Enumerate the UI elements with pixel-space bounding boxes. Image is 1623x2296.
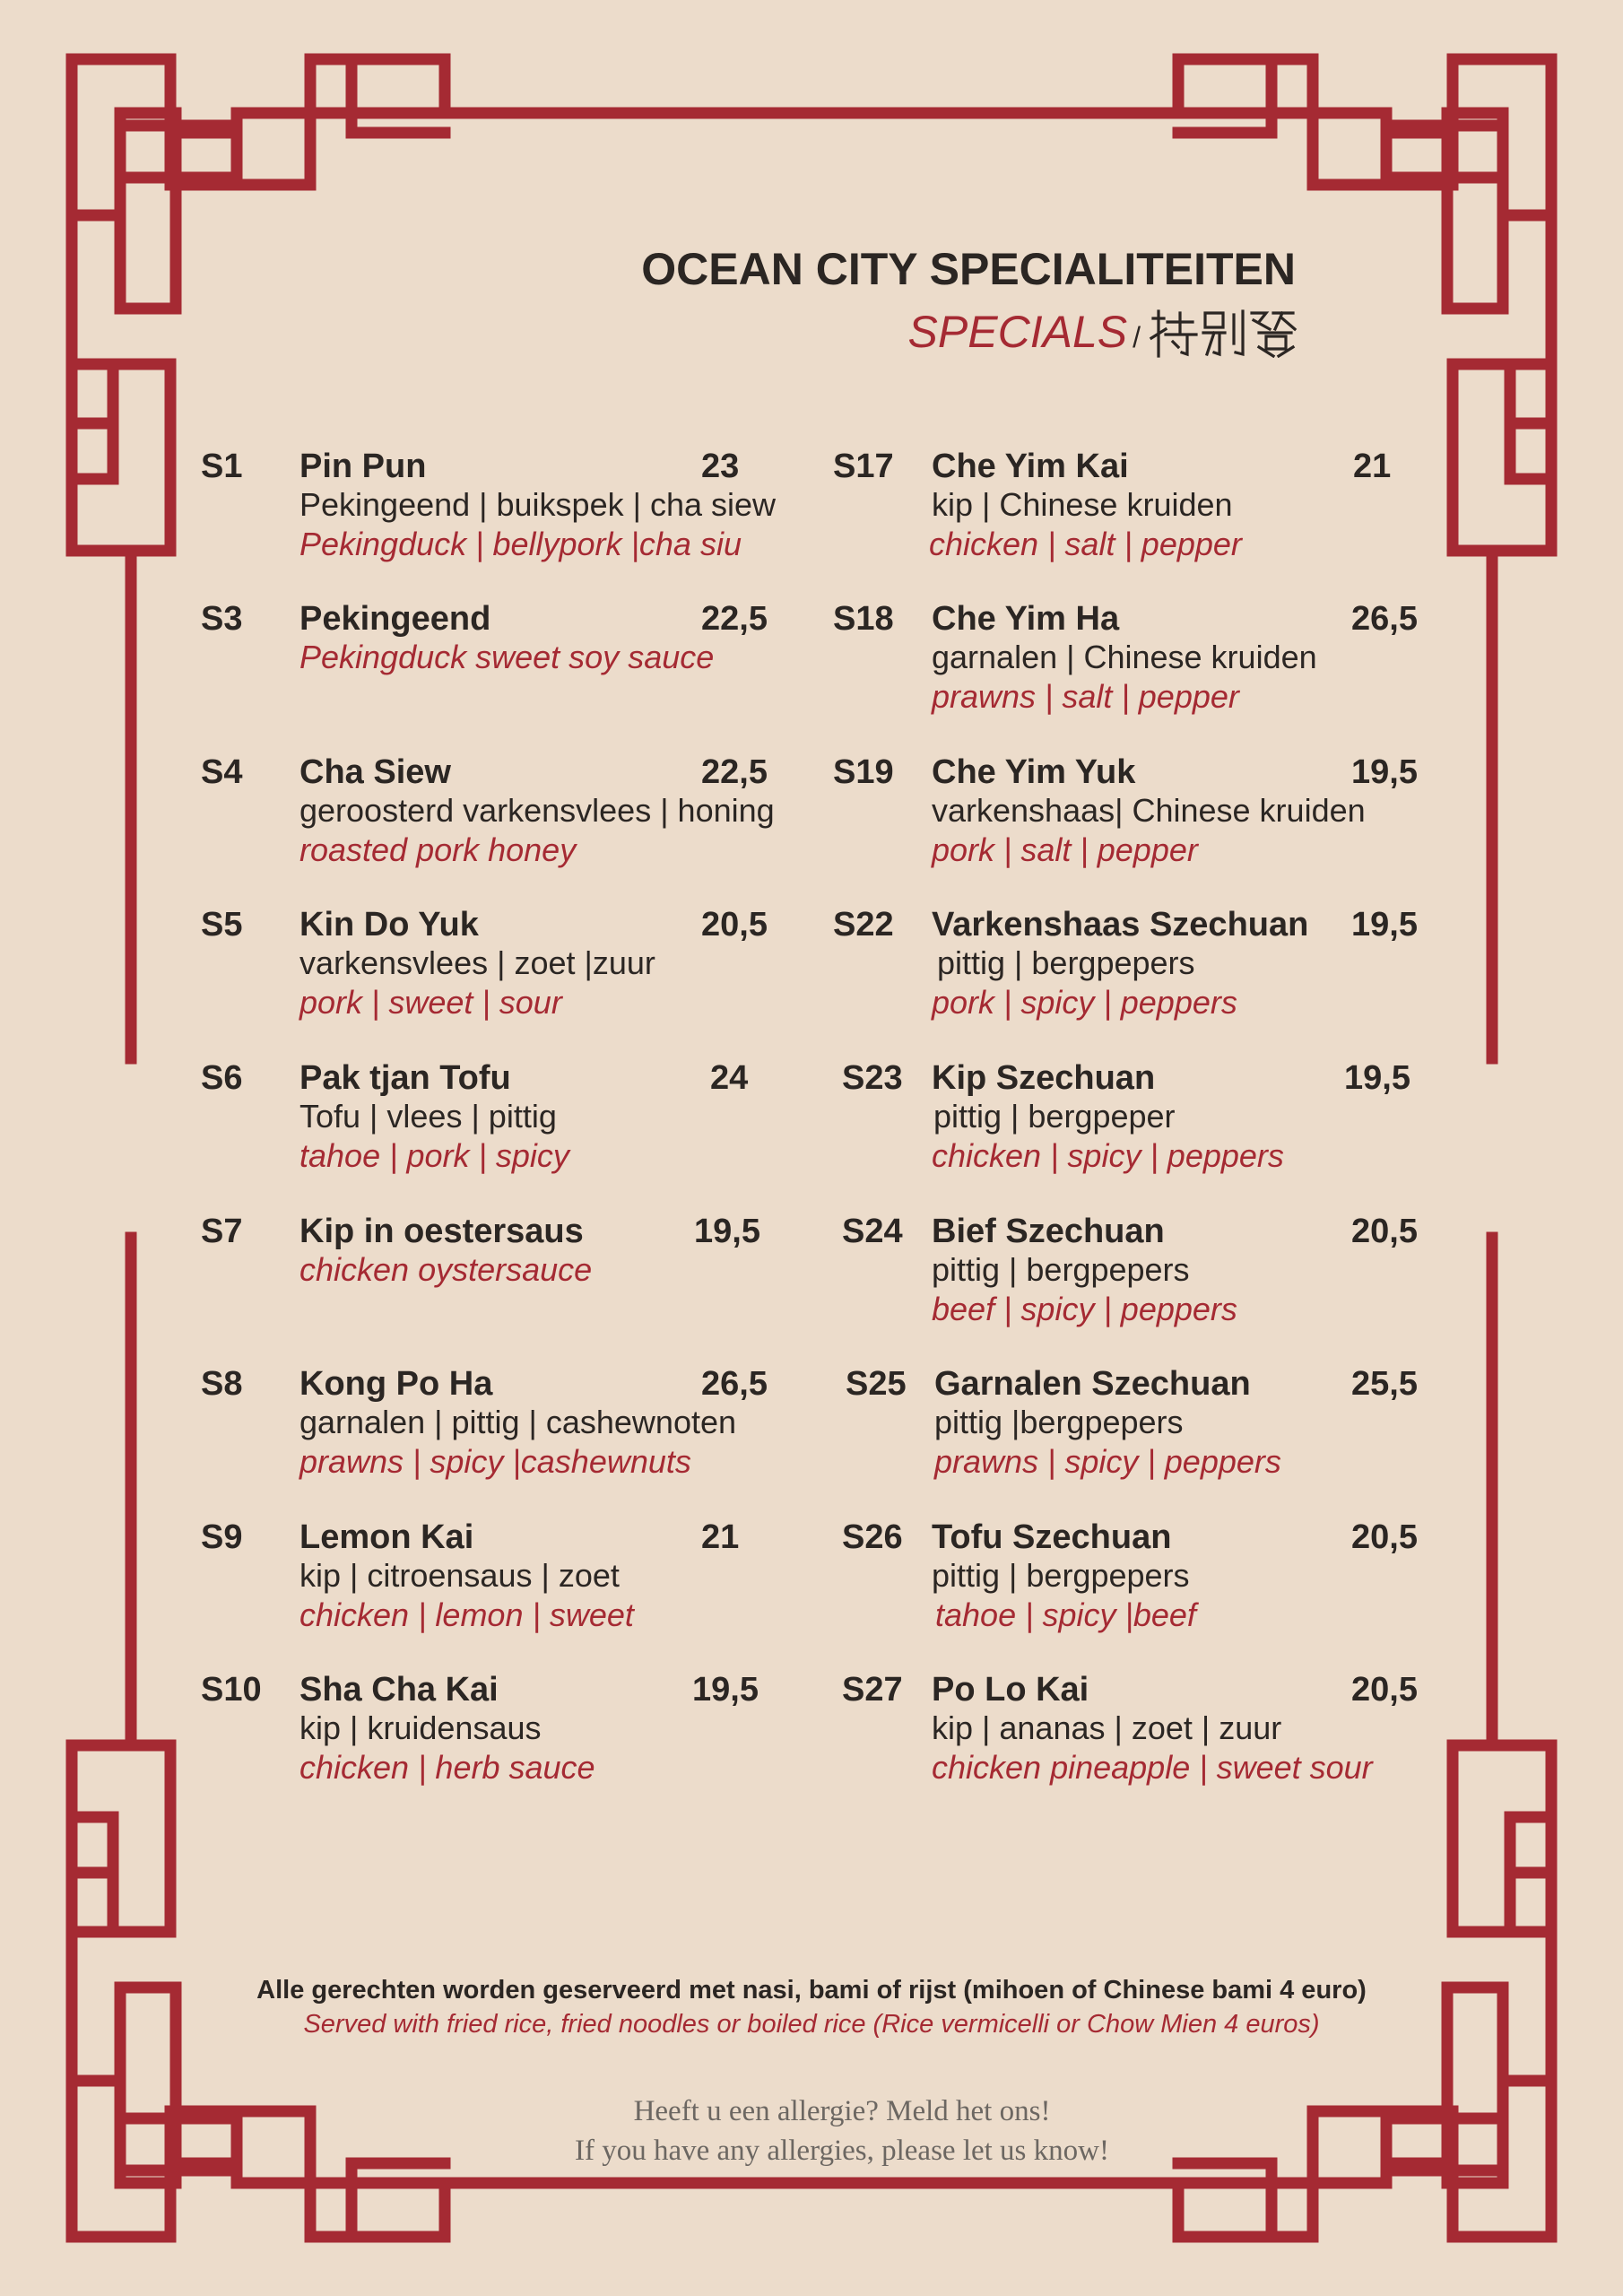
item-description-english: prawns | salt | pepper [932, 678, 1239, 715]
item-description-english: pork | spicy | peppers [932, 984, 1237, 1021]
item-name: Garnalen Szechuan [934, 1365, 1251, 1403]
menu-item [201, 1363, 882, 1507]
item-description-dutch: kip | citroensaus | zoet [299, 1557, 620, 1594]
item-description-english: pork | sweet | sour [299, 984, 562, 1021]
item-price: 26,5 [701, 1365, 768, 1403]
item-price: 19,5 [1351, 906, 1418, 944]
item-price: 21 [701, 1518, 740, 1556]
item-name: Sha Cha Kai [299, 1671, 499, 1709]
page-title: OCEAN CITY SPECIALITEITEN [641, 244, 1296, 294]
item-name: Kip in oestersaus [299, 1213, 584, 1250]
item-name: Kin Do Yuk [299, 906, 479, 944]
menu-item [201, 1517, 882, 1660]
item-price: 20,5 [1351, 1518, 1418, 1556]
item-code: S27 [842, 1671, 903, 1709]
item-description-english: Pekingduck sweet soy sauce [299, 639, 715, 675]
item-name: Kip Szechuan [932, 1059, 1156, 1097]
item-description-dutch: pittig | bergpepers [932, 1251, 1190, 1288]
menu-item [833, 752, 1515, 895]
item-code: S25 [846, 1365, 907, 1403]
menu-item [842, 1211, 1523, 1354]
item-price: 24 [710, 1059, 749, 1097]
item-code: S6 [201, 1059, 243, 1097]
item-name: Varkenshaas Szechuan [932, 906, 1309, 944]
item-description-english: chicken pineapple | sweet sour [932, 1749, 1373, 1786]
item-description-dutch: garnalen | Chinese kruiden [932, 639, 1317, 675]
item-price: 21 [1353, 448, 1392, 485]
item-description-dutch: varkenshaas| Chinese kruiden [932, 792, 1366, 829]
item-name: Che Yim Ha [932, 600, 1120, 638]
item-name: Kong Po Ha [299, 1365, 493, 1403]
item-description-dutch: pittig | bergpepers [932, 1557, 1190, 1594]
item-code: S17 [833, 448, 894, 485]
item-price: 19,5 [1351, 753, 1418, 791]
item-description-english: chicken | spicy | peppers [932, 1137, 1284, 1174]
menu-item [846, 1363, 1527, 1507]
page-subtitle [484, 301, 1298, 362]
item-code: S22 [833, 906, 894, 944]
menu-item [842, 1669, 1523, 1813]
item-code: S1 [201, 448, 243, 485]
item-name: Cha Siew [299, 753, 451, 791]
item-description-english: chicken oystersauce [299, 1251, 593, 1288]
item-description-english: prawns | spicy |cashewnuts [299, 1443, 691, 1480]
subtitle-specials: SPECIALS [907, 307, 1128, 357]
item-description-dutch: geroosterd varkensvlees | honing [299, 792, 775, 829]
item-name: Pak tjan Tofu [299, 1059, 511, 1097]
item-name: Lemon Kai [299, 1518, 474, 1556]
item-description-english: chicken | lemon | sweet [299, 1596, 634, 1633]
item-code: S8 [201, 1365, 243, 1403]
item-price: 26,5 [1351, 600, 1418, 638]
item-description-english: chicken | salt | pepper [929, 526, 1242, 562]
item-description-english: beef | spicy | peppers [932, 1291, 1237, 1327]
item-description-dutch: kip | Chinese kruiden [932, 486, 1233, 523]
item-description-english: chicken | herb sauce [299, 1749, 595, 1786]
item-name: Po Lo Kai [932, 1671, 1089, 1709]
item-price: 19,5 [1344, 1059, 1410, 1097]
item-code: S24 [842, 1213, 903, 1250]
menu-item [833, 446, 1515, 589]
served-with-note-dutch: Alle gerechten worden geserveerd met nasi, bami of rijst (mihoen of Chinese bami 4 euro) [256, 1976, 1367, 2005]
item-name: Che Yim Kai [932, 448, 1129, 485]
menu-item [201, 1669, 882, 1813]
menu-item [842, 1517, 1523, 1660]
menu-item [201, 752, 882, 895]
item-name: Bief Szechuan [932, 1213, 1165, 1250]
menu-item [201, 598, 882, 742]
item-name: Tofu Szechuan [932, 1518, 1172, 1556]
item-code: S18 [833, 600, 894, 638]
menu-item [201, 1057, 882, 1201]
item-price: 20,5 [1351, 1671, 1418, 1709]
item-description-english: Pekingduck | bellypork |cha siu [299, 526, 742, 562]
item-code: S19 [833, 753, 894, 791]
item-price: 22,5 [701, 600, 768, 638]
item-description-english: roasted pork honey [299, 831, 577, 868]
allergy-note-dutch: Heeft u een allergie? Meld het ons! [633, 2095, 1051, 2127]
item-price: 20,5 [1351, 1213, 1418, 1250]
item-name: Che Yim Yuk [932, 753, 1136, 791]
item-code: S4 [201, 753, 243, 791]
item-description-english: tahoe | spicy |beef [935, 1596, 1196, 1633]
item-description-dutch: varkensvlees | zoet |zuur [299, 944, 655, 981]
item-price: 19,5 [694, 1213, 760, 1250]
item-code: S7 [201, 1213, 243, 1250]
item-description-dutch: Tofu | vlees | pittig [299, 1098, 557, 1135]
item-description-dutch: pittig |bergpepers [934, 1404, 1184, 1440]
menu-item [201, 1211, 882, 1354]
item-price: 20,5 [701, 906, 768, 944]
subtitle-separator: / [1133, 321, 1141, 353]
menu-item [833, 598, 1515, 742]
item-description-dutch: garnalen | pittig | cashewnoten [299, 1404, 737, 1440]
item-description-dutch: pittig | bergpeper [933, 1098, 1176, 1135]
served-with-note-english: Served with fried rice, fried noodles or boiled rice (Rice vermicelli or Chow Mien 4 euros) [303, 2010, 1320, 2039]
item-code: S10 [201, 1671, 262, 1709]
item-price: 19,5 [692, 1671, 759, 1709]
item-price: 22,5 [701, 753, 768, 791]
item-name: Pin Pun [299, 448, 427, 485]
item-description-dutch: Pekingeend | buikspek | cha siew [299, 486, 777, 523]
item-description-dutch: pittig | bergpepers [937, 944, 1195, 981]
item-code: S26 [842, 1518, 903, 1556]
item-description-english: tahoe | pork | spicy [299, 1137, 569, 1174]
item-description-english: pork | salt | pepper [932, 831, 1198, 868]
chinese-subtitle-glyphs [1148, 308, 1298, 358]
menu-item [201, 446, 882, 589]
menu-item [833, 904, 1515, 1048]
item-price: 25,5 [1351, 1365, 1418, 1403]
item-code: S23 [842, 1059, 903, 1097]
item-description-dutch: kip | kruidensaus [299, 1709, 542, 1746]
item-code: S5 [201, 906, 243, 944]
allergy-note-english: If you have any allergies, please let us know! [575, 2135, 1109, 2167]
item-description-english: prawns | spicy | peppers [934, 1443, 1281, 1480]
menu-item [201, 904, 882, 1048]
item-description-dutch: kip | ananas | zoet | zuur [932, 1709, 1282, 1746]
item-code: S9 [201, 1518, 243, 1556]
item-name: Pekingeend [299, 600, 491, 638]
item-code: S3 [201, 600, 243, 638]
menu-item [842, 1057, 1523, 1201]
item-price: 23 [701, 448, 740, 485]
